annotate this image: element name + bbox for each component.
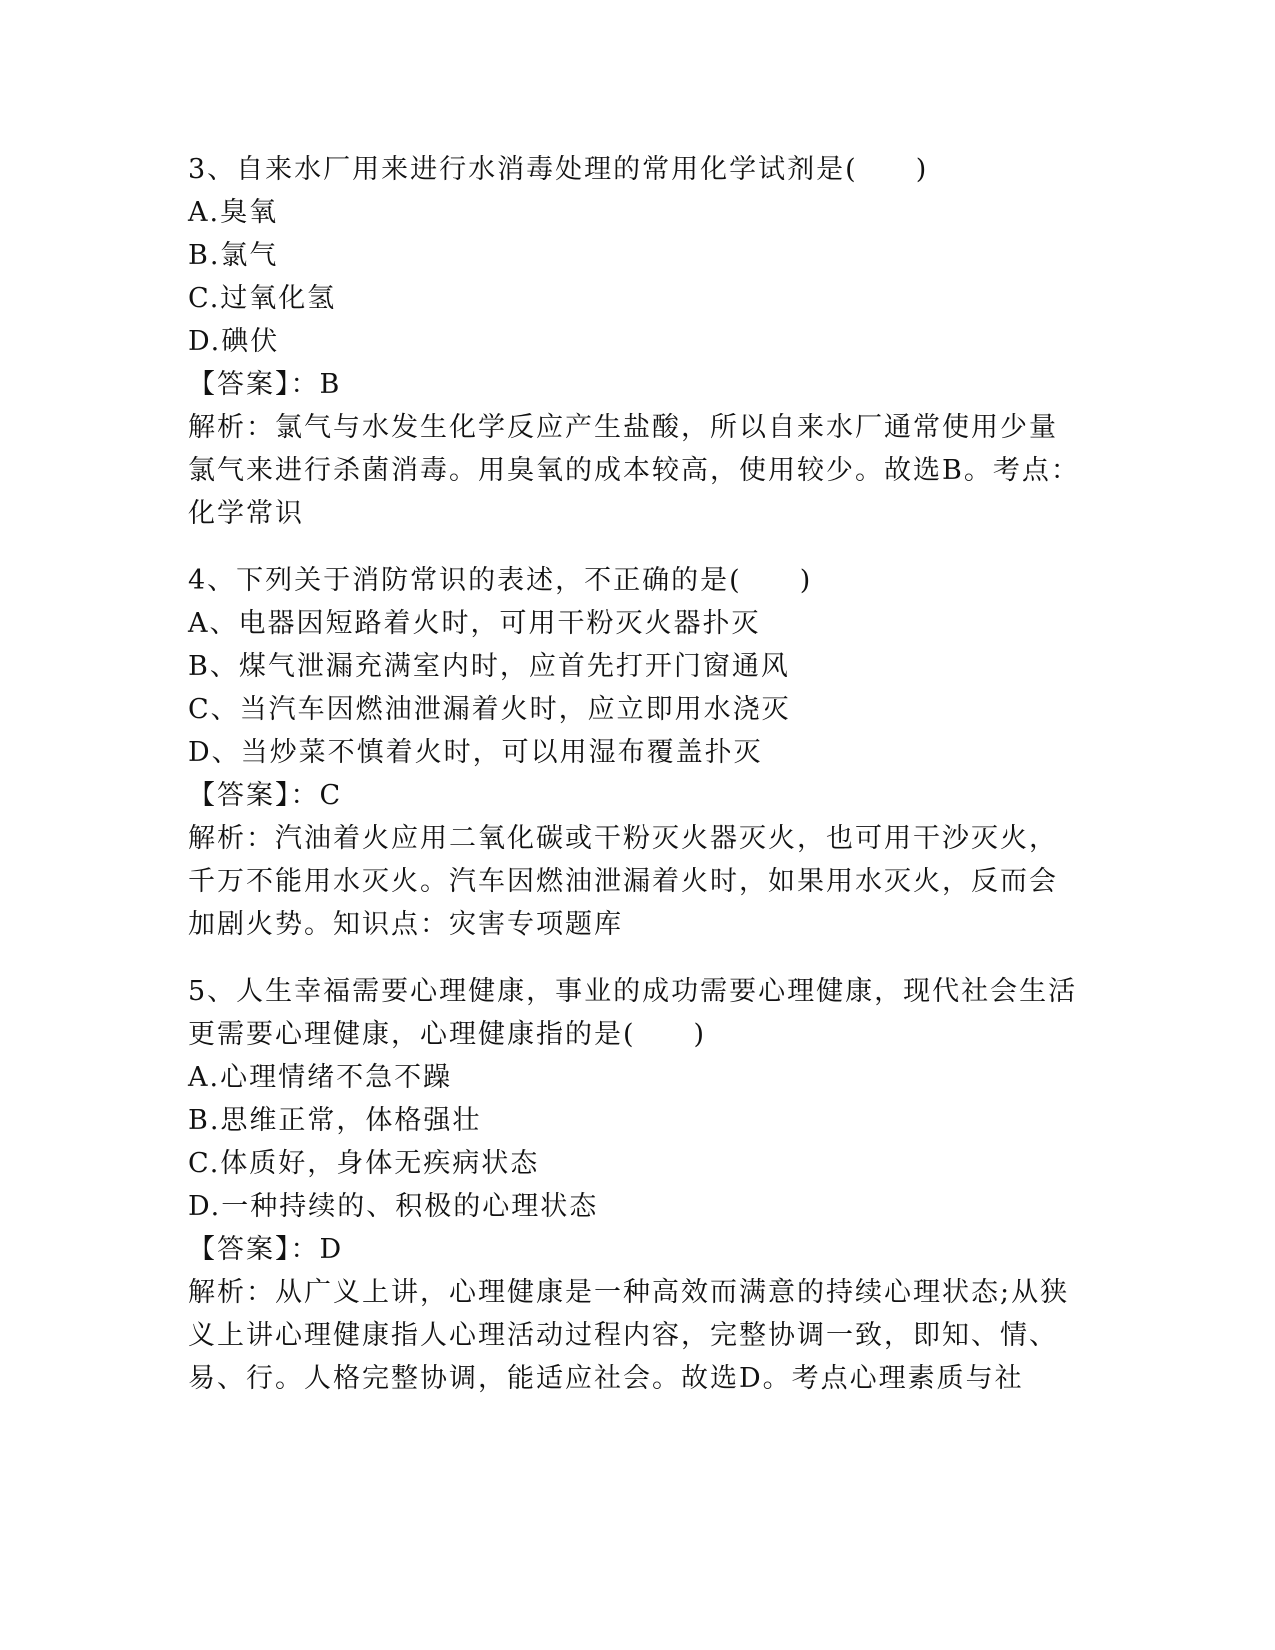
question-5-option-a: A.心理情绪不急不躁 [188, 1062, 453, 1093]
question-5-analysis-line-1: 解析：从广义上讲，心理健康是一种高效而满意的持续心理状态;从狭 [188, 1277, 1070, 1308]
question-4-option-c: C、当汽车因燃油泄漏着火时，应立即用水浇灭 [188, 694, 791, 725]
question-5-option-d: D.一种持续的、积极的心理状态 [188, 1191, 599, 1222]
question-spacer [188, 535, 1088, 559]
question-4-option-a: A、电器因短路着火时，可用干粉灭火器扑灭 [188, 608, 761, 639]
question-5-analysis-line-2: 义上讲心理健康指人心理活动过程内容，完整协调一致，即知、情、 [188, 1320, 1058, 1351]
question-3-analysis-line-1: 解析：氯气与水发生化学反应产生盐酸，所以自来水厂通常使用少量 [188, 412, 1058, 443]
question-4-option-d: D、当炒菜不慎着火时，可以用湿布覆盖扑灭 [188, 737, 763, 768]
question-5 [188, 970, 1088, 1400]
question-5-analysis-line-3: 易、行。人格完整协调，能适应社会。故选D。考点心理素质与社 [188, 1363, 1024, 1394]
question-4-option-b: B、煤气泄漏充满室内时，应首先打开门窗通风 [188, 651, 790, 682]
document-content [188, 148, 1088, 1400]
question-3 [188, 148, 1088, 535]
question-4 [188, 559, 1088, 946]
question-3-option-d: D.碘伏 [188, 326, 280, 357]
question-4-analysis-line-1: 解析：汽油着火应用二氧化碳或干粉灭火器灭火，也可用干沙灭火， [188, 823, 1058, 854]
question-spacer [188, 946, 1088, 970]
question-3-analysis-line-3: 化学常识 [188, 498, 304, 529]
question-5-option-c: C.体质好，身体无疾病状态 [188, 1148, 540, 1179]
question-5-stem-line-2: 更需要心理健康，心理健康指的是( ) [188, 1019, 707, 1050]
question-3-option-a: A.臭氧 [188, 197, 279, 228]
question-4-analysis-line-2: 千万不能用水灭火。汽车因燃油泄漏着火时，如果用水灭火，反而会 [188, 866, 1058, 897]
question-3-option-b: B.氯气 [188, 240, 279, 271]
question-5-option-b: B.思维正常，体格强壮 [188, 1105, 482, 1136]
question-3-answer: 【答案】：B [188, 369, 342, 400]
question-4-stem-line-1: 4、下列关于消防常识的表述，不正确的是( ) [188, 565, 813, 596]
question-4-analysis-line-3: 加剧火势。知识点：灾害专项题库 [188, 909, 623, 940]
question-3-stem-line-1: 3、自来水厂用来进行水消毒处理的常用化学试剂是( ) [188, 154, 929, 185]
question-3-analysis-line-2: 氯气来进行杀菌消毒。用臭氧的成本较高，使用较少。故选B。考点： [188, 455, 1080, 486]
question-3-option-c: C.过氧化氢 [188, 283, 337, 314]
question-4-answer: 【答案】：C [188, 780, 343, 811]
question-5-stem-line-1: 5、人生幸福需要心理健康，事业的成功需要心理健康，现代社会生活 [188, 976, 1078, 1007]
question-5-answer: 【答案】：D [188, 1234, 344, 1265]
